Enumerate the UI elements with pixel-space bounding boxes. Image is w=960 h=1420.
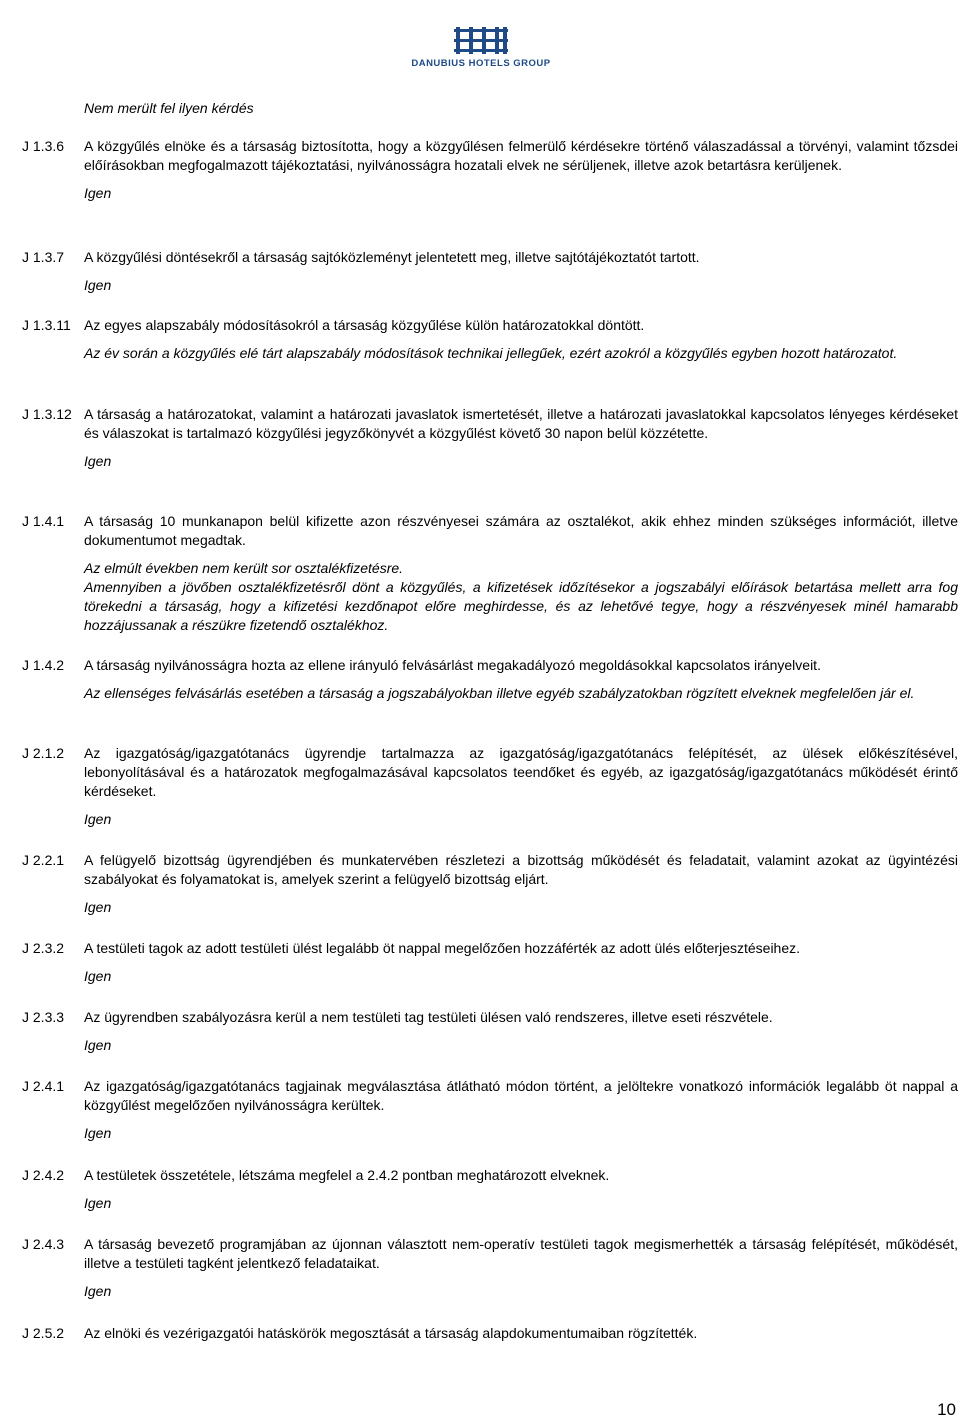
entry-code: J 1.3.12 xyxy=(22,406,72,422)
company-logo xyxy=(370,18,592,86)
entry-answer: Az ellenséges felvásárlás esetében a társaság a jogszabályokban illetve egyéb szabályzatokban rögzített elveknek megfelelően jár el. xyxy=(84,685,915,701)
entry-note-continued: Amennyiben a jövőben osztalékfizetésről dönt a közgyűlés, a kifizetések időzítésekor a jogszabályi előírások betartása mellett arra fog törekedni a társaság, hogy a kifizetési kezdőnapot előre meghirdesse, és az lehetővé tegye, hogy a részvényesek minél hamarabb hozzájussanak a részükre fizetendő osztalékhoz. xyxy=(84,579,958,633)
entry-text: A közgyűlés elnöke és a társaság biztosította, hogy a közgyűlésen felmerülő kérdésekre történő válaszadással a törvényi, valamint tőzsdei előírásokban megfogalmazott tájékoztatási, nyilvánosságra hozatali elvek ne sérüljenek, illetve azok betartásra kerüljenek. xyxy=(84,138,958,173)
entry-answer: Igen xyxy=(84,277,112,293)
page-number: 10 xyxy=(937,1400,956,1419)
entry-text: Az elnöki és vezérigazgatói hatáskörök megosztását a társaság alapdokumentumaiban rögzítették. xyxy=(84,1325,698,1341)
entry-code: J 2.4.3 xyxy=(22,1236,65,1252)
entry-answer: Igen xyxy=(84,968,112,984)
entry-answer: Igen xyxy=(84,453,112,469)
logo-text: DANUBIUS HOTELS GROUP xyxy=(411,58,551,69)
entry-text: Az igazgatóság/igazgatótanács tagjainak megválasztása átlátható módon történt, a jelöltekre vonatkozó információk legalább öt nappal a közgyűlést megelőzően nyilvánosságra kerültek. xyxy=(84,1078,958,1113)
entry-answer: Igen xyxy=(84,1125,112,1141)
danubius-hotels-logo-icon xyxy=(370,18,592,58)
entry-text: Az egyes alapszabály módosításokról a társaság közgyűlése külön határozatokkal döntött. xyxy=(84,317,645,333)
entry-answer: Az év során a közgyűlés elé tárt alapszabály módosítások technikai jellegűek, ezért azokról a közgyűlés egyben hozott határozatot. xyxy=(84,345,898,361)
entry-answer: Igen xyxy=(84,1283,112,1299)
entry-answer: Igen xyxy=(84,1195,112,1211)
entry-code: J 2.4.1 xyxy=(22,1078,65,1094)
entry-code: J 1.4.1 xyxy=(22,513,65,529)
entry-code: J 2.3.2 xyxy=(22,940,65,956)
entry-answer: Igen xyxy=(84,1037,112,1053)
entry-text: A társaság bevezető programjában az újonnan választott nem-operatív testületi tagok megismerhették a társaság felépítését, működését, illetve a testületi tagként jelentkező feladataikat. xyxy=(84,1236,958,1271)
intro-note: Nem merült fel ilyen kérdés xyxy=(84,100,254,116)
entry-code: J 2.5.2 xyxy=(22,1325,65,1341)
entry-text: A testületi tagok az adott testületi ülést legalább öt nappal megelőzően hozzáférték az adott ülés előterjesztéseihez. xyxy=(84,940,801,956)
entry-code: J 1.3.11 xyxy=(22,317,71,333)
entry-code: J 1.3.7 xyxy=(22,249,65,265)
entry-note: Az elmúlt években nem került sor osztalékfizetésre. xyxy=(84,560,404,576)
entry-code: J 2.3.3 xyxy=(22,1009,65,1025)
entry-answer: Igen xyxy=(84,811,112,827)
entry-code: J 1.4.2 xyxy=(22,657,65,673)
entry-text: A társaság 10 munkanapon belül kifizette azon részvényesei számára az osztalékot, akik ehhez minden szükséges információt, illetve dokumentumot megadtak. xyxy=(84,513,958,548)
entry-code: J 2.2.1 xyxy=(22,852,65,868)
entry-text: Az ügyrendben szabályozásra kerül a nem testületi tag testületi ülésen való rendszeres, illetve eseti részvétele. xyxy=(84,1009,773,1025)
entry-text: A társaság a határozatokat, valamint a határozati javaslatok ismertetését, illetve a határozati javaslatokkal kapcsolatos lényeges kérdéseket és válaszokat is tartalmazó közgyűlési jegyzőkönyvét a közgyűlést követő 30 napon belül közzétette. xyxy=(84,406,958,441)
entry-text: A testületek összetétele, létszáma megfelel a 2.4.2 pontban meghatározott elveknek. xyxy=(84,1167,610,1183)
entry-text: A közgyűlési döntésekről a társaság sajtóközleményt jelentetett meg, illetve sajtótájékoztatót tartott. xyxy=(84,249,700,265)
entry-code: J 1.3.6 xyxy=(22,138,65,154)
entry-answer: Igen xyxy=(84,899,112,915)
entry-code: J 2.4.2 xyxy=(22,1167,65,1183)
entry-text: Az igazgatóság/igazgatótanács ügyrendje tartalmazza az igazgatóság/igazgatótanács felépítését, az ülések előkészítésével, lebonyolításával és a határozatok megfogalmazásával kapcsolatos teendőket és egyéb, az igazgatóság/igazgatótanács működését érintő kérdéseket. xyxy=(84,745,958,799)
entry-answer: Igen xyxy=(84,185,112,201)
entry-text: A felügyelő bizottság ügyrendjében és munkatervében részletezi a bizottság működését és feladatait, valamint azokat az ügyintézési szabályokat és folyamatokat is, amelyek szerint a felügyelő bizottság eljárt. xyxy=(84,852,958,887)
entry-text: A társaság nyilvánosságra hozta az ellene irányuló felvásárlást megakadályozó megoldásokkal kapcsolatos irányelveit. xyxy=(84,657,821,673)
entry-code: J 2.1.2 xyxy=(22,745,65,761)
